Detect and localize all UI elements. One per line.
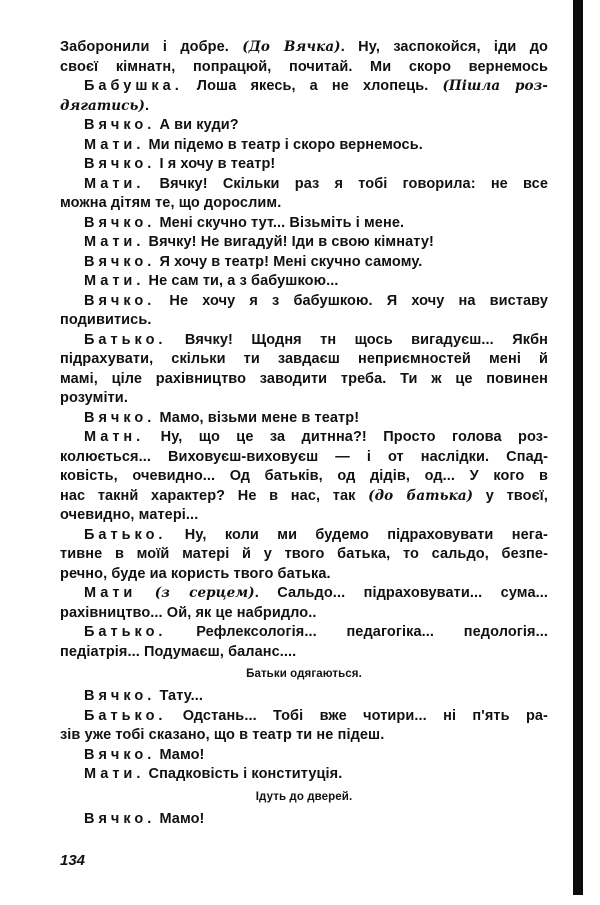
text-line [60,350,548,370]
line-text: Тату... [155,688,204,704]
speaker-name: Вячко. [84,810,156,827]
line-text: Мамо! [155,810,205,827]
text-line [60,765,548,785]
speaker-name: Вячко. [84,156,156,172]
text-line [60,604,548,624]
text-line [60,584,548,604]
text-line [60,428,548,448]
text-line [60,409,548,429]
speaker-name: Вячко. [84,746,156,763]
stage-remark: (До Вячка) [242,39,341,55]
text-line [60,331,548,351]
line-text: нас такнй характер? Не в нас, так [60,487,369,504]
line-text: Мамо! [155,746,205,763]
line-text: рахівництво... Ой, як це набридло.. [60,604,317,621]
text-line [60,311,548,331]
stage-direction [60,785,548,810]
text-line [60,253,548,273]
stage-remark: (з серцем) [154,585,255,601]
speaker-name: Мати. [84,175,145,192]
text-line [60,545,548,565]
text-line [60,467,548,487]
text-line [60,506,548,526]
line-text: Лоша якесь, а не хлопець. [182,78,443,94]
stage-remark: дягатись) [60,97,145,114]
text-line [60,116,548,136]
speaker-name: Бабушка. [84,78,183,94]
line-text: . Ну, заспокойся, іди до [340,39,549,55]
line-text: І я хочу в театр! [155,156,276,172]
speaker-name: Мати. [84,136,145,153]
line-text: зів уже тобі сказано, що в театр ти не підеш. [60,727,385,743]
speaker-name: Матн. [84,429,145,445]
text-line [60,214,548,234]
line-text: мамі, ціле рахівництво заводити треба. Ти ж це повинен [60,370,548,387]
text-line [60,77,548,97]
speaker-name: Мати. [84,234,145,250]
speaker-name: Вячко. [84,688,156,704]
text-line [60,726,548,746]
line-text: розуміти. [60,390,128,406]
line-text: А ви куди? [155,117,239,133]
text-line [60,526,548,546]
line-text: Не сам ти, а з бабушкою... [144,273,339,289]
text-line [60,58,548,78]
line-text: Заборонили і добре. [60,39,243,55]
line-text: Ми підемо в театр і скоро вернемось. [144,136,423,153]
speaker-name: Батько. [84,707,167,724]
text-line [60,155,548,175]
line-text: подивитись. [60,312,152,328]
text-line [60,233,548,253]
text-line [60,565,548,585]
speaker-name: Батько. [84,331,167,348]
line-text: Рефлексологія... педагогіка... педологія... [166,624,548,640]
text-line [60,643,548,663]
line-text: у твоєї, [473,487,548,504]
stage-remark: (до батька) [368,487,474,504]
line-text: Вячку! Щодня тн щось вигадуєш... Якбн [166,331,548,348]
line-text: підрахувати, скільки ти завдаєш неприємностей мені й [60,351,548,367]
stage-remark: (Пішла роз- [442,78,549,94]
page-edge-bar [573,0,583,895]
text-line [60,448,548,468]
text-line [60,97,548,117]
speaker-name: Вячко. [84,409,156,426]
speaker-name: Батько. [84,526,167,543]
line-text: речно, буде иа користь твого батька. [60,565,331,582]
text-line [60,370,548,390]
line-text: очевидно, матері... [60,507,199,523]
stage-direction [60,662,548,687]
speaker-name: Мати [84,585,137,601]
text-line [60,175,548,195]
text-line [60,194,548,214]
line-text: Ідуть до дверей. [255,790,353,803]
line-text: . Сальдо... підраховувати... сума... [254,585,548,601]
text-line [60,487,548,507]
line-text: Одстань... Тобі вже чотири... ні п'ять ра- [166,707,548,724]
speaker-name: Мати. [84,273,145,289]
line-text [136,585,154,601]
line-text: Спадковість і конституція. [144,766,343,782]
speaker-name: Вячко. [84,292,156,309]
speaker-name: Батько. [84,624,167,640]
play-text [60,38,548,829]
line-text: Батьки одягаються. [246,668,362,680]
speaker-name: Мати. [84,766,145,782]
page-number: 134 [60,852,86,869]
line-text: педіатрія... Подумаєш, баланс.... [60,643,297,660]
text-line [60,272,548,292]
text-line [60,136,548,156]
line-text: можна дітям те, що дорослим. [60,195,282,211]
line-text: Не хочу я з бабушкою. Я хочу на виставу [155,292,548,309]
line-text: Вячку! Не вигадуй! Іди в свою кімнату! [144,234,434,250]
text-line [60,292,548,312]
line-text: Ну, що це за дитнна?! Просто голова роз- [144,429,548,445]
text-line [60,707,548,727]
text-line [60,623,548,643]
line-text: Вячку! Скільки раз я тобі говорила: не все [144,175,548,192]
line-text: . [145,97,150,114]
speaker-name: Вячко. [84,117,156,133]
line-text: колюється... Виховуєш-виховуєш — і от наслідки. Спад- [60,448,548,465]
text-line [60,38,548,58]
line-text: тивне в моїй матері й у твого батька, то сальдо, безпе- [60,546,548,562]
line-text: ковість, очевидно... Од батьків, од дідів, од... У кого в [60,468,548,484]
text-line [60,389,548,409]
speaker-name: Вячко. [84,214,156,231]
text-line [60,746,548,766]
text-line [60,687,548,707]
speaker-name: Вячко. [84,253,156,270]
line-text: Ну, коли ми будемо підраховувати нега- [166,526,548,543]
text-line [60,810,548,830]
line-text: Я хочу в театр! Мені скучно самому. [155,253,423,270]
line-text: Мамо, візьми мене в театр! [155,409,360,426]
line-text: Мені скучно тут... Візьміть і мене. [155,214,405,231]
line-text: своєї кімнатн, попрацюй, почитай. Ми скоро вернемось [60,58,548,75]
